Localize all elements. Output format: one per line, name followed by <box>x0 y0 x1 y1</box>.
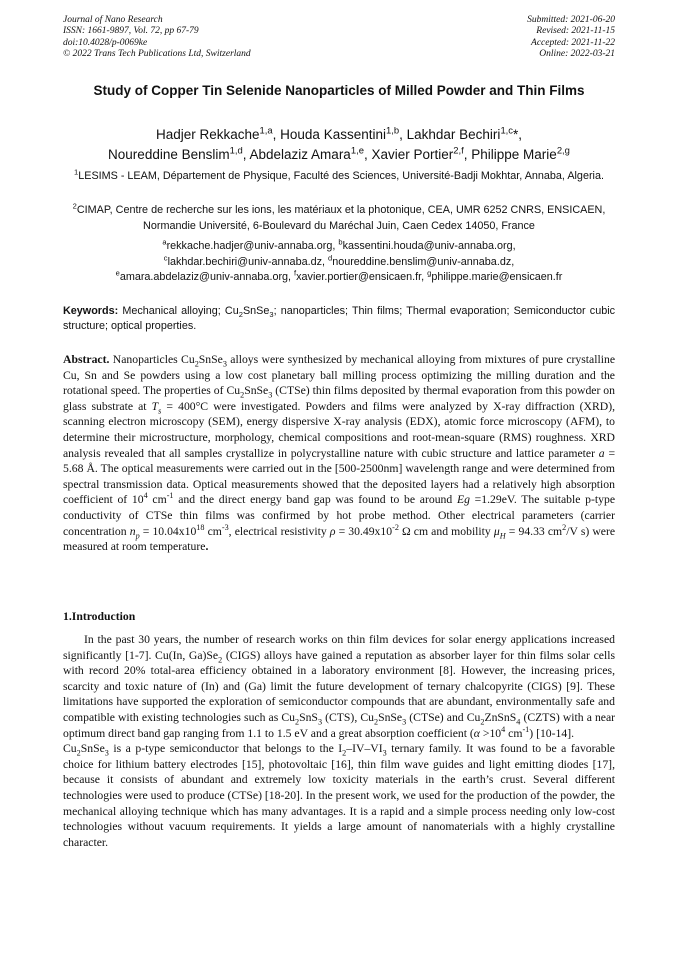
author-list: Hadjer Rekkache$^{1,a}$, Houda Kassentini$^{1,b}$, Lakhdar Bechiri$^{1,c}$*, Noureddine Benslim$^{1,d}$, Abdelaziz Amara$^{1,e}$, Xavier Portier$^{2,f}$, Philippe Marie$^{2,g}$ <box>108 125 570 162</box>
email-list: $^a$rekkache.hadjer@univ-annaba.org, $^b$kassentini.houda@univ-annaba.org, $^c$lakhdar.bechiri@univ-annaba.dz, $^d$noureddine.benslim@univ-annaba.dz, $^e$amara.abdelaziz@univ-annaba.org, $^f$xavier.portier@ensicaen.fr, $^g$philippe.marie@ensicaen.fr <box>115 237 563 283</box>
author-affil-mark: 1,e <box>350 145 364 157</box>
author-affil-mark: 2,g <box>556 145 570 157</box>
author-name: Lakhdar Bechiri <box>406 127 501 142</box>
affil-number: 1 <box>74 167 79 177</box>
journal-info <box>63 15 251 60</box>
affil-text: CIMAP, Centre de recherche sur les ions, les matériaux et la photonique, CEA, UMR 6252 CNRS, ENSICAEN, Normandie Université, 6-Boulevard du Maréchal Juin, Caen Cedex 14050, France <box>76 204 606 232</box>
journal-name: Journal of Nano Research <box>63 15 163 25</box>
author-name: Philippe Marie <box>471 147 557 162</box>
date-accepted: Accepted: 2021-11-22 <box>531 37 615 48</box>
affil-text: LESIMS - LEAM, Département de Physique, Faculté des Sciences, Université-Badji Mokhtar, Annaba, Algeria. <box>78 170 604 182</box>
author-affil-mark: 2,f <box>453 145 464 157</box>
publication-dates <box>527 15 615 60</box>
author-affil-mark: 1,d <box>229 145 243 157</box>
affiliation-1 <box>63 169 615 185</box>
journal-doi: doi:10.4028/p-0069ke <box>63 37 148 48</box>
author-name: Xavier Portier <box>371 147 454 162</box>
author-name: Hadjer Rekkache <box>155 127 260 142</box>
introduction-body <box>63 632 615 850</box>
email-link[interactable]: rekkache.hadjer@univ-annaba.org <box>166 240 333 252</box>
date-online: Online: 2022-03-21 <box>539 48 615 59</box>
abstract-label: Abstract. <box>63 353 110 366</box>
journal-copyright: © 2022 Trans Tech Publications Ltd, Switzerland <box>63 48 251 59</box>
paragraph: $Cu_2SnSe_3$ is a p-type semiconductor that belongs to the $I_2-IV-VI_3$ ternary family. It was found to be a favorable choice for lithium battery electrodes [15], photovoltaic [16], thin film wave guides and light emitting diodes [17], because it consists of abundant and extremely low toxicity materials in the earth’s crust. Several different technologies were used to produce (CTSe) [18-20]. In the present work, we used for the production of the powder, the mechanical alloying technique which has many advantages. It is a rapid and a simple process needing only low-cost technologies without vacuum requirements. It yields a large amount of nanomaterials with a highly crystalline character. <box>63 742 615 849</box>
keywords-label: Keywords: <box>63 305 119 317</box>
journal-issn: ISSN: 1661-9897, Vol. 72, pp 67-79 <box>63 26 199 37</box>
affiliation-2 <box>63 203 615 234</box>
date-revised: Revised: 2021-11-15 <box>536 26 615 37</box>
author-affil-mark: 1,c <box>500 125 514 137</box>
email-link[interactable]: noureddine.benslim@univ-annaba.dz <box>332 255 512 268</box>
abstract: Abstract. Nanoparticles $Cu_2SnSe_3$ alloys were synthesized by mechanical alloying from mixtures of pure crystalline Cu, Sn and Se powders using a low cost planetary ball milling process optimizing the milling duration and the rotational speed. The properties of $Cu_2SnSe_3$ (CTSe) thin films deposited by thermal evaporation from this powder on glass substrate at $T_s = 400^\circ C$ were investigated. Powders and films were analyzed by X-ray diffraction (XRD), scanning electron microscopy (SEM), energy dispersive X-ray analysis (EDX), atomic force microscopy (AFM), to determine their microstructure, morphology, chemical compositions and root-mean-square (RMS) roughness. XRD analysis revealed that all samples crystallize in polycrystalline nature with cubic structure and lattice parameter a = 5.68 Å. The optical measurements were carried out in the [500-2500nm] wavelength range and were determined from spectral transmission data. Optical measurements showed that the deposited layers had a relatively high absorption coefficient of $10^4$ $cm^{-1}$ and the direct energy band gap was found to be around Eg =1.29eV. The suitable p-type conductivity of CTSe thin films was confirmed by hot probe method. Other electrical parameters (carrier concentration $n_p = 10.04x10^{18}$ $cm^{-3}$, electrical resistivity $\rho = 30.49x10^{-2}$ Ω cm and mobility $\mu_H = 94.33$ $cm^2/V$ s) were measured at room temperature. <box>63 353 616 554</box>
paragraph: In the past 30 years, the number of research works on thin film devices for solar energy applications increased significantly [1-7]. Cu(In, $Ga)Se_2$ (CIGS) alloys have gained a reputation as absorber layer for thin films solar cells with record 20% total-area efficiency obtained in a laboratory environment [8]. However, the increasing prices, scarcity and toxic nature of (In) and (Ga) limit the future development of ternary chalcopyrite (CIGS) [9]. These limitations have supported the exploration of semiconductor compounds that are abundant, environmentally safe and compatible with existing technologies such as $Cu_2SnS_3$ (CTS), $Cu_2SnSe_3$ (CTSe) and $Cu_2ZnSnS_4$ (CZTS) with a near optimum direct band gap ranging from 1.1 to 1.5 eV and a great absorption coefficient ($\alpha >10^4$ $cm^{-1}$) [10-14]. <box>63 633 616 740</box>
author-affil-mark: 1,b <box>385 125 400 137</box>
author-name: Houda Kassentini <box>280 127 386 142</box>
keywords: Keywords: Mechanical alloying; $Cu_2SnSe_3$; nanoparticles; Thin films; Thermal evaporation; Semiconductor cubic structure; optical properties. <box>63 305 616 332</box>
author-affil-mark: 1,a <box>259 125 273 137</box>
email-link[interactable]: amara.abdelaziz@univ-annaba.org <box>119 271 289 283</box>
date-submitted: Submitted: 2021-06-20 <box>527 15 615 25</box>
email-link[interactable]: xavier.portier@ensicaen.fr <box>296 271 422 283</box>
section-heading: 1.Introduction <box>63 610 136 623</box>
author-name: Noureddine Benslim <box>108 147 230 162</box>
email-link[interactable]: lakhdar.bechiri@univ-annaba.dz <box>167 255 322 268</box>
paper-title: Study of Copper Tin Selenide Nanoparticles of Milled Powder and Thin Films <box>93 83 585 98</box>
email-link[interactable]: kassentini.houda@univ-annaba.org <box>342 240 513 252</box>
email-link[interactable]: philippe.marie@ensicaen.fr <box>431 271 563 283</box>
affil-number: 2 <box>72 201 77 211</box>
author-name: Abdelaziz Amara <box>249 147 351 162</box>
